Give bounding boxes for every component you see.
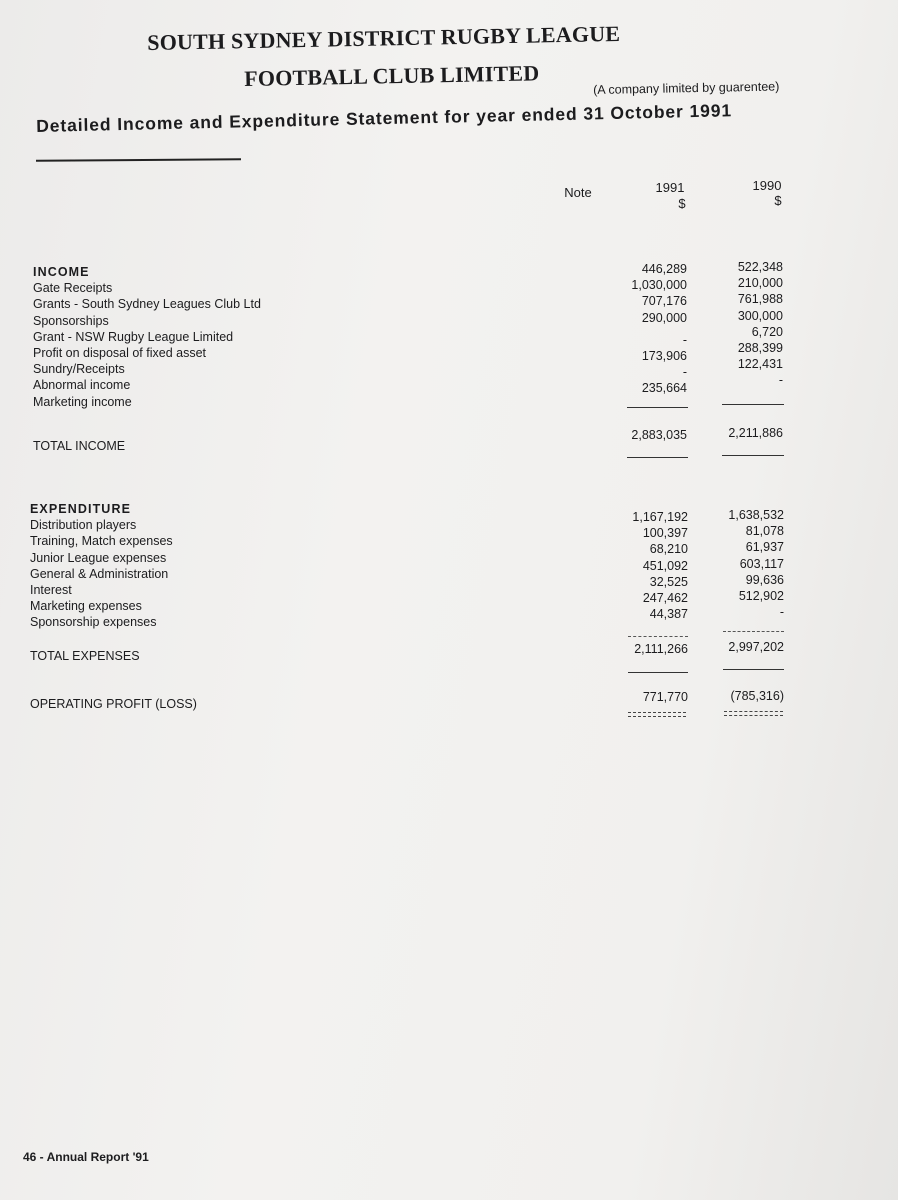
expenses-total-rule-1990 [723, 669, 784, 670]
expenditure-1991-values [578, 509, 688, 622]
total-income-1990: 2,211,886 [728, 426, 783, 440]
income-value-1991: 707,176 [641, 294, 687, 309]
expenditure-subtotal-rule-1991 [628, 636, 688, 637]
income-value-1990: 6,720 [751, 324, 783, 339]
expenditure-labels [30, 501, 173, 631]
expenses-total-rule-1991 [628, 672, 688, 673]
operating-profit-1990: (785,316) [730, 689, 784, 703]
expenditure-value-1990: 61,937 [745, 540, 784, 555]
income-value-1991: 290,000 [641, 310, 687, 325]
total-expenses-1991: 2,111,266 [634, 642, 688, 656]
expenditure-value-1990: 512,902 [738, 589, 784, 604]
income-value-1990: 210,000 [737, 276, 783, 291]
income-label: Marketing income [33, 394, 132, 409]
expenditure-value-1990: - [779, 605, 784, 620]
expenditure-1990-values [674, 507, 784, 620]
expenditure-value-1990: 1,638,532 [728, 508, 784, 522]
income-value-1991: 173,906 [641, 349, 687, 364]
income-value-1991: 235,664 [641, 381, 687, 396]
total-expenses-label: TOTAL EXPENSES [30, 649, 140, 663]
total-income-1991: 2,883,035 [631, 428, 687, 442]
expenditure-value-1991: 32,525 [649, 574, 688, 589]
operating-profit-1991: 771,770 [642, 690, 688, 704]
expenditure-value-1990: 99,636 [745, 572, 784, 587]
income-value-1991: - [682, 332, 687, 347]
income-value-1990: 288,399 [737, 341, 783, 356]
note-column-header: Note [564, 185, 592, 200]
year-1990-header: 1990 [752, 178, 782, 193]
expenditure-label: Sponsorship expenses [30, 615, 157, 630]
income-labels [33, 264, 261, 410]
expenditure-value-1991: 451,092 [642, 558, 688, 573]
year-1991-header: 1991 [655, 180, 685, 195]
expenditure-label: General & Administration [30, 566, 169, 581]
expenditure-label: Distribution players [30, 518, 137, 533]
expenditure-heading: EXPENDITURE [30, 502, 132, 516]
income-label: Gate Receipts [33, 281, 113, 296]
company-subtitle: (A company limited by guarentee) [593, 79, 780, 97]
income-label: Sundry/Receipts [33, 362, 125, 377]
total-income-label: TOTAL INCOME [33, 439, 126, 453]
expenditure-value-1991: 247,462 [642, 591, 688, 606]
operating-double-rule-1991 [628, 712, 686, 717]
income-value-1990: - [778, 373, 783, 388]
total-expenses-1990: 2,997,202 [728, 640, 784, 654]
income-value-1990: 522,348 [737, 260, 783, 274]
expenditure-value-1990: 81,078 [745, 524, 784, 539]
statement-title: Detailed Income and Expenditure Statement for year ended 31 October 1991 [36, 100, 733, 136]
expenditure-subtotal-rule-1990 [723, 631, 784, 632]
expenditure-label: Marketing expenses [30, 599, 142, 614]
income-label: Grants - South Sydney Leagues Club Ltd [33, 297, 261, 312]
income-1990-values [673, 259, 783, 389]
income-value-1991: 1,030,000 [631, 278, 687, 293]
title-underline [36, 158, 241, 161]
income-value-1990: 122,431 [737, 357, 783, 372]
income-label: Grant - NSW Rugby League Limited [33, 329, 234, 344]
income-heading: INCOME [33, 265, 90, 279]
currency-1990-header: $ [774, 193, 782, 208]
income-label: Abnormal income [33, 378, 131, 393]
income-value-1991: - [682, 365, 687, 380]
expenditure-value-1991: 44,387 [649, 607, 688, 622]
expenditure-value-1991: 100,397 [642, 526, 688, 541]
operating-profit-label: OPERATING PROFIT (LOSS) [30, 697, 197, 711]
income-subtotal-rule-1991 [627, 407, 688, 408]
operating-double-rule-1990 [724, 711, 783, 716]
income-value-1990: 300,000 [737, 308, 783, 323]
income-label: Profit on disposal of fixed asset [33, 346, 207, 361]
expenditure-value-1991: 1,167,192 [632, 510, 688, 524]
income-value-1991: 446,289 [641, 262, 687, 276]
expenditure-label: Training, Match expenses [30, 534, 173, 549]
club-name-line2: FOOTBALL CLUB LIMITED [244, 60, 540, 91]
income-1991-values [577, 261, 687, 397]
income-total-rule-1991 [627, 457, 688, 458]
expenditure-label: Interest [30, 583, 72, 598]
income-label: Sponsorships [33, 313, 109, 328]
expenditure-value-1990: 603,117 [739, 556, 784, 571]
page-footer: 46 - Annual Report '91 [23, 1150, 149, 1164]
club-name-line1: SOUTH SYDNEY DISTRICT RUGBY LEAGUE [147, 20, 621, 55]
income-total-rule-1990 [722, 455, 784, 456]
expenditure-value-1991: 68,210 [649, 542, 688, 557]
income-value-1990: 761,988 [737, 292, 783, 307]
income-subtotal-rule-1990 [722, 404, 784, 405]
currency-1991-header: $ [678, 196, 686, 211]
expenditure-label: Junior League expenses [30, 550, 167, 565]
